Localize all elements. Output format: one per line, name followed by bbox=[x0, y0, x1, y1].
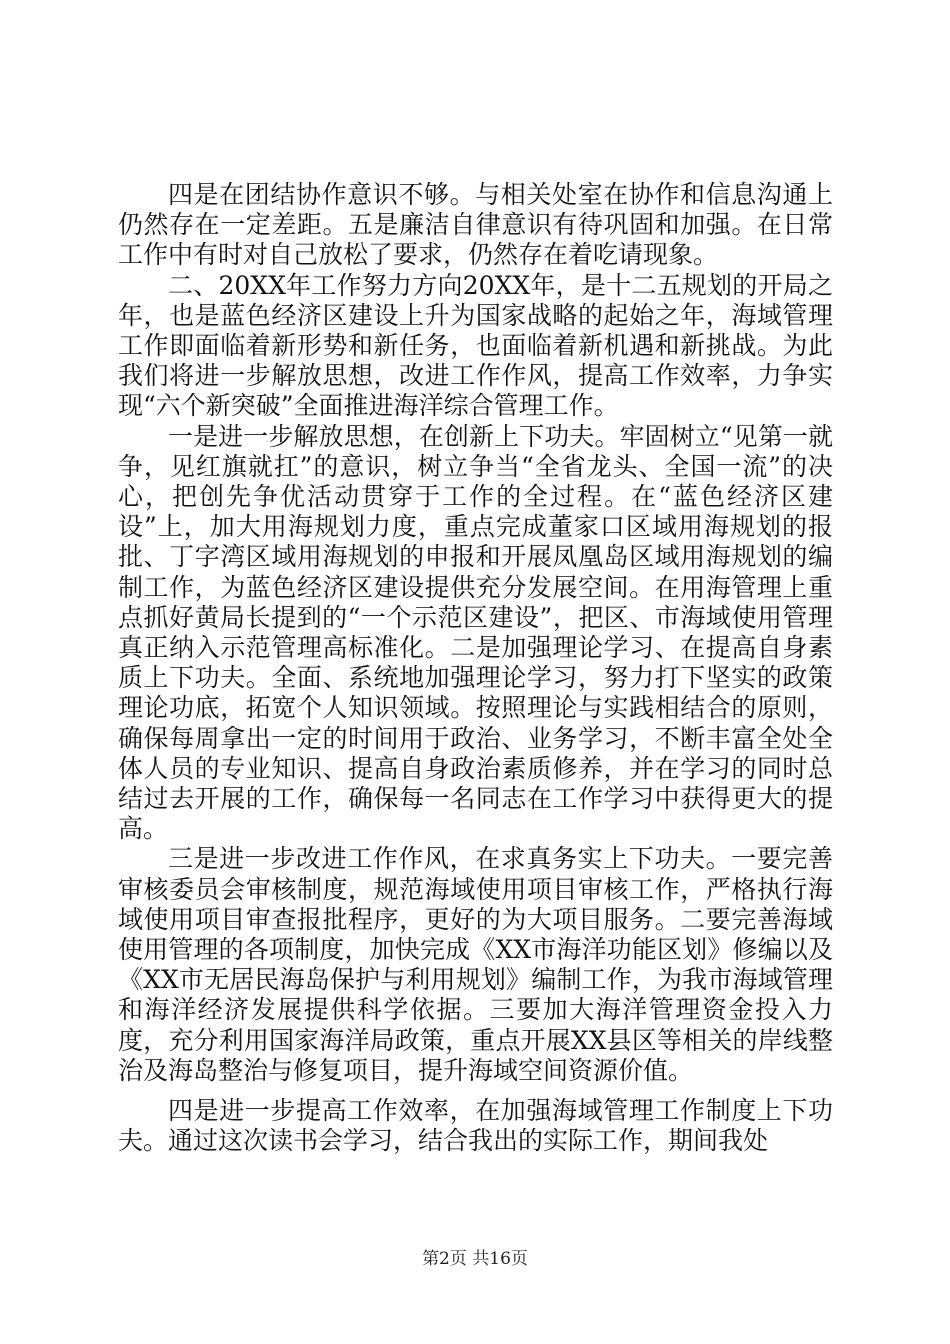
paragraph-1: 四是在团结协作意识不够。与相关处室在协作和信息沟通上仍然存在一定差距。五是廉洁自律意识有待巩固和加强。在日常工作中有时对自己放松了要求，仍然存在着吃请现象。 bbox=[118, 180, 833, 270]
paragraph-2: 二、20XX年工作努力方向20XX年，是十二五规划的开局之年，也是蓝色经济区建设上升为国家战略的起始之年，海域管理工作即面临着新形势和新任务，也面临着新机遇和新挑战。为此我们将进一步解放思想，改进工作作风，提高工作效率，力争实现“六个新突破”全面推进海洋综合管理工作。 bbox=[118, 270, 833, 421]
document-body bbox=[118, 180, 833, 1157]
paragraph-4: 三是进一步改进工作作风，在求真务实上下功夫。一要完善审核委员会审核制度，规范海域使用项目审核工作，严格执行海域使用项目审查报批程序，更好的为大项目服务。二要完善海域使用管理的各项制度，加快完成《XX市海洋功能区划》修编以及《XX市无居民海岛保护与利用规划》编制工作，为我市海域管理和海洋经济发展提供科学依据。三要加大海洋管理资金投入力度，充分利用国家海洋局政策，重点开展XX县区等相关的岸线整治及海岛整治与修复项目，提升海域空间资源价值。 bbox=[118, 844, 833, 1085]
page-footer: 第2页 共16页 bbox=[422, 1249, 528, 1269]
paragraph-3: 一是进一步解放思想，在创新上下功夫。牢固树立“见第一就争，见红旗就扛”的意识，树立争当“全省龙头、全国一流”的决心，把创先争优活动贯穿于工作的全过程。在“蓝色经济区建设”上，加大用海规划力度，重点完成董家口区域用海规划的报批、丁字湾区域用海规划的申报和开展凤凰岛区域用海规划的编制工作，为蓝色经济区建设提供充分发展空间。在用海管理上重点抓好黄局长提到的“一个示范区建设”，把区、市海域使用管理真正纳入示范管理高标准化。二是加强理论学习、在提高自身素质上下功夫。全面、系统地加强理论学习，努力打下坚实的政策理论功底，拓宽个人知识领域。按照理论与实践相结合的原则，确保每周拿出一定的时间用于政治、业务学习，不断丰富全处全体人员的专业知识、提高自身政治素质修养，并在学习的同时总结过去开展的工作，确保每一名同志在工作学习中获得更大的提高。 bbox=[118, 421, 833, 844]
paragraph-5: 四是进一步提高工作效率，在加强海域管理工作制度上下功夫。通过这次读书会学习，结合我出的实际工作，期间我处 bbox=[118, 1096, 833, 1156]
